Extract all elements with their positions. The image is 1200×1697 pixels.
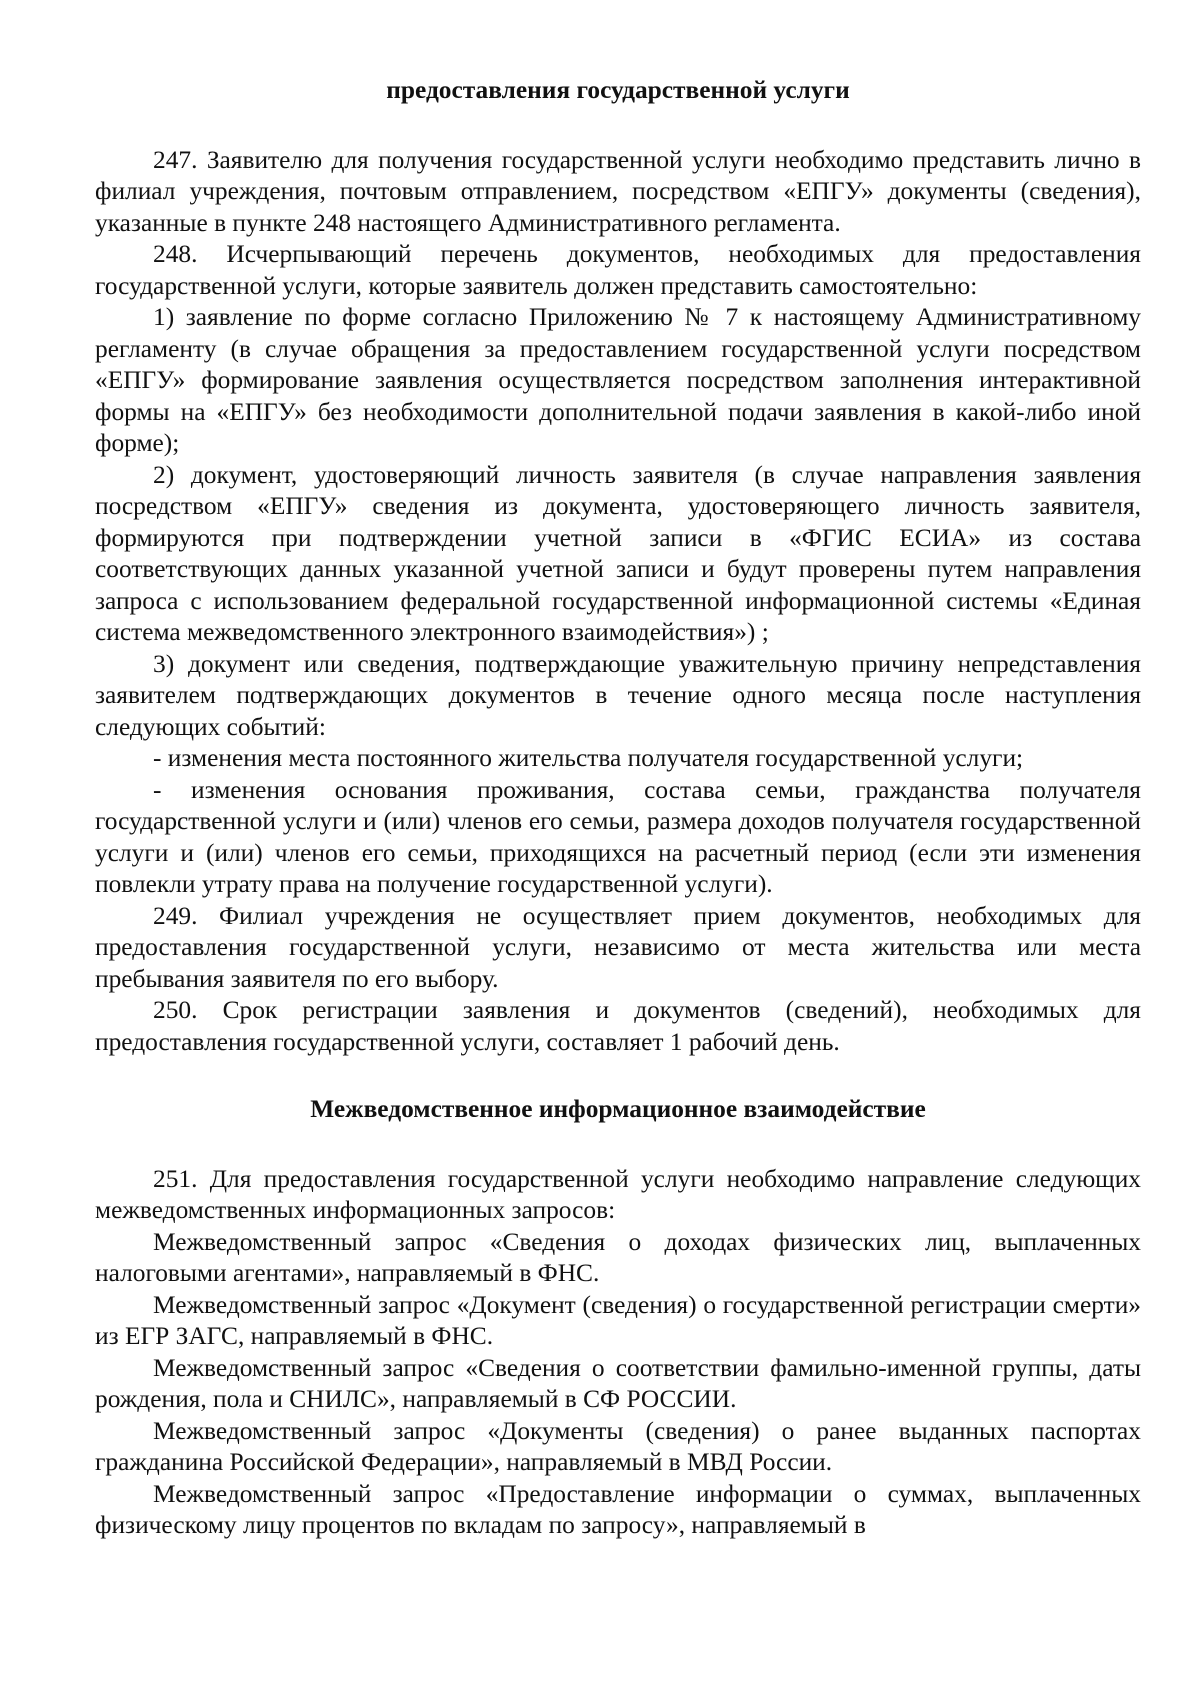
list-item-3: 3) документ или сведения, подтверждающие уважительную причину непредставления заявителем подтверждающих документов в течение одного месяца после наступления следующих событий: <box>95 649 1141 741</box>
dash-item-residence: - изменения места постоянного жительства получателя государственной услуги; <box>153 744 1024 772</box>
list-item-1: 1) заявление по форме согласно Приложению № 7 к настоящему Административному регламенту (в случае обращения за предоставлением государственной услуги посредством «ЕПГУ» формирование заявления осуществляется посредством заполнения интерактивной формы на «ЕПГУ» без необходимости дополнительной подачи заявления в какой-либо иной форме); <box>95 303 1141 457</box>
query-mvd-passports: Межведомственный запрос «Документы (сведения) о ранее выданных паспортах гражданина Российской Федерации», направляемый в МВД России. <box>95 1416 1141 1476</box>
paragraph-249: 249. Филиал учреждения не осуществляет прием документов, необходимых для предоставления государственной услуги, независимо от места жительства или места пребывания заявителя по его выбору. <box>95 901 1141 993</box>
document-page <box>95 75 1141 1542</box>
dash-item-grounds: - изменения основания проживания, состава семьи, гражданства получателя государственной услуги и (или) членов его семьи, размера доходов получателя государственной услуги и (или) членов его семьи, приходящихся на расчетный период (если эти изменения повлекли утрату права на получение государственной услуги). <box>95 775 1141 898</box>
section-heading-provision: предоставления государственной услуги <box>386 76 850 104</box>
query-zags-death: Межведомственный запрос «Документ (сведения) о государственной регистрации смерти» из ЕГР ЗАГС, направляемый в ФНС. <box>95 1290 1141 1350</box>
query-sf-snils: Межведомственный запрос «Сведения о соответствии фамильно-именной группы, даты рождения, пола и СНИЛС», направляемый в СФ РОССИИ. <box>95 1353 1141 1413</box>
query-deposit-interest: Межведомственный запрос «Предоставление информации о суммах, выплаченных физическому лицу процентов по вкладам по запросу», направляемый в <box>95 1479 1141 1539</box>
paragraph-247: 247. Заявителю для получения государственной услуги необходимо представить лично в филиал учреждения, почтовым отправлением, посредством «ЕПГУ» документы (сведения), указанные в пункте 248 настоящего Административного регламента. <box>95 145 1141 237</box>
query-fns-income: Межведомственный запрос «Сведения о доходах физических лиц, выплаченных налоговыми агентами», направляемый в ФНС. <box>95 1227 1141 1287</box>
paragraph-251: 251. Для предоставления государственной услуги необходимо направление следующих межведомственных информационных запросов: <box>95 1164 1141 1224</box>
paragraph-248: 248. Исчерпывающий перечень документов, необходимых для предоставления государственной услуги, которые заявитель должен представить самостоятельно: <box>95 240 1141 300</box>
section-heading-interagency: Межведомственное информационное взаимодействие <box>310 1095 926 1123</box>
paragraph-250: 250. Срок регистрации заявления и документов (сведений), необходимых для предоставления государственной услуги, составляет 1 рабочий день. <box>95 996 1141 1056</box>
list-item-2: 2) документ, удостоверяющий личность заявителя (в случае направления заявления посредством «ЕПГУ» сведения из документа, удостоверяющего личность заявителя, формируются при подтверждении учетной записи в «ФГИС ЕСИА» из состава соответствующих данных указанной учетной записи и будут проверены путем направления запроса с использованием федеральной государственной информационной системы «Единая система межведомственного электронного взаимодействия») ; <box>95 460 1141 646</box>
